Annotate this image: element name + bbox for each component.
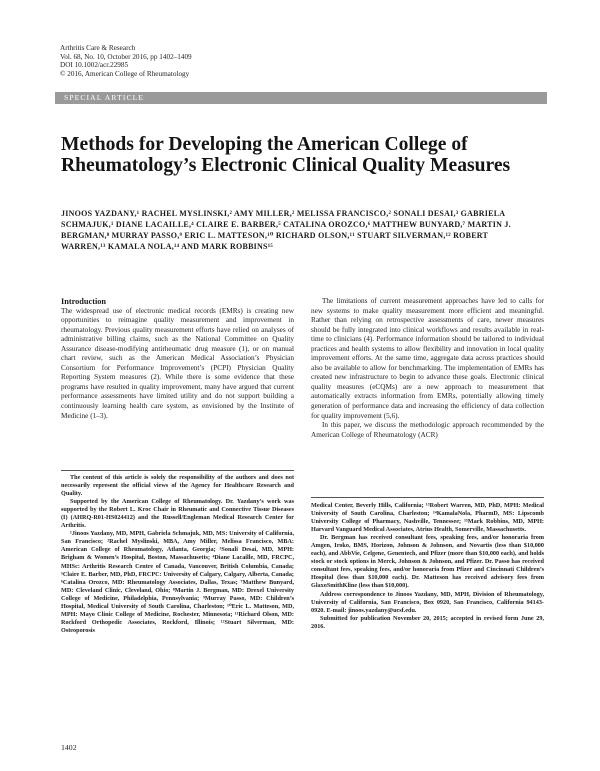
- article-title: Methods for Developing the American College of Rheumatology’s Electronic Clinical Quality Measures: [61, 134, 511, 176]
- journal-doi: DOI 10.1002/acr.22985: [60, 61, 129, 70]
- footnote-submission-dates: Submitted for publication November 20, 2015; accepted in revised form June 29, 2016.: [311, 614, 544, 630]
- footnote-affiliations-cont: Medical Center, Beverly Hills, California; ¹³Robert Warren, MD, PhD, MPH: Medical University of South Carolina, Charleston; ¹⁴KamalaNola, PharmD, MS: Lipscomb University College of Pharmacy, Nashville, Tennessee; ¹⁵Mark Robbins, MD, MPH: Harvard Vanguard Medical Associates, Atrius Health, Somerville, Massachusetts.: [311, 502, 544, 534]
- footnote-affiliations: ¹Jinoos Yazdany, MD, MPH, Gabriela Schmajuk, MD, MS: University of California, San Francisco; ²Rachel Myslinski, MBA, Amy Miller, Melissa Francisco, MBA: American College of Rheumatology, Atlanta, Georgia; ³Sonali Desai, MD, MPH: Brigham & Women’s Hospital, Boston, Massachusetts; ⁴Diane Lacaille, MD, FRCPC, MHSc: Arthritis Research Centre of Canada, Vancouver, British Columbia, Canada; ⁵Claire E. Barber, MD, PhD, FRCPC: University of Calgary, Calgary, Alberta, Canada; ⁶Catalina Orozco, MD: Rheumatology Associates, Dallas, Texas; ⁷Matthew Bunyard, MD: Cleveland Clinic, Cleveland, Ohio; ⁸Martin J. Bergman, MD: Drexel University College of Medicine, Philadelphia, Pennsylvania; ⁹Murray Passo, MD: Children’s Hospital, Medical University of South Carolina, Charleston; ¹⁰Eric L. Matteson, MD, MPH: Mayo Clinic College of Medicine, Rochester, Minnesota; ¹¹Richard Olson, MD: Rockford Orthopedic Associates, Rockford, Illinois; ¹²Stuart Silverman, MD: Osteoporosis: [61, 530, 294, 634]
- footnote-disclaimer: The content of this article is solely the responsibility of the authors and does not necessarily represent the official views of the Agency for Healthcare Research and Quality.: [61, 474, 294, 498]
- footnote-correspondence: Address correspondence to Jinoos Yazdany, MD, MPH, Division of Rheumatology, University of California, San Francisco, Box 0920, San Francisco, California 94143-0920. E-mail: jinoos.yazdany@ucsf.edu.: [311, 590, 544, 614]
- section-label: SPECIAL ARTICLE: [64, 93, 145, 102]
- journal-volume: Vol. 68, No. 10, October 2016, pp 1402–1409: [60, 52, 192, 61]
- intro-paragraph: The widespread use of electronic medical records (EMRs) is creating new opportunities to reimagine quality measurement and improvement in rheumatology. Previous quality measurement efforts have relied on analyses of administrative billing claims, such as the National Committee on Quality Assurance disease-modifying antirheumatic drug measure (1), or on manual chart review, such as the American Medical Association’s Physician Consortium for Performance Improvement’s (PCPI) Physician Quality Reporting System measures (2). While there is some evidence that these programs have resulted in quality improvement, many have argued that current performance assessments have limited utility and do not support building a continuously learning health care system, as envisioned by the Institute of Medicine (1–3).: [61, 306, 294, 420]
- footnotes-left: [61, 474, 294, 635]
- footnote-disclosures: Dr. Bergman has received consultant fees, speaking fees, and/or honoraria from Amgen, Iroko, BMS, Horizon, Johnson & Johnson, and Novartis (less than $10,000 each), and AbbVie, Celgene, Genentech, and Pfizer (more than $10,000 each), and holds stock or stock options in Merck, Johnson & Johnson, and Pfizer. Dr. Passo has received consultant fees, speaking fees, and/or honoraria from Pfizer and Cincinnati Children’s Hospital (less than $10,000 each). Dr. Matteson has received advisory fees from GlaxoSmithKline (less than $10,000).: [311, 534, 544, 590]
- footnotes-right: [311, 502, 544, 631]
- intro-heading: Introduction: [61, 297, 107, 306]
- journal-name: Arthritis Care & Research: [60, 44, 136, 52]
- footnote-divider-right: [311, 497, 544, 498]
- left-column-body: [61, 297, 294, 421]
- section-banner: [55, 92, 547, 104]
- footnote-support: Supported by the American College of Rheumatology. Dr. Yazdany’s work was supported by the Robert L. Kroc Chair in Rheumatic and Connective Tissue Diseases (I) (AHRQ-R01-HS024412) and the Russell/Engleman Medical Research Center for Arthritis.: [61, 498, 294, 530]
- footnote-divider-left: [61, 470, 294, 471]
- author-list: JINOOS YAZDANY,¹ RACHEL MYSLINSKI,² AMY MILLER,² MELISSA FRANCISCO,² SONALI DESAI,³ GABRIELA SCHMAJUK,¹ DIANE LACAILLE,⁴ CLAIRE E. BARBER,⁵ CATALINA OROZCO,⁶ MATTHEW BUNYARD,⁷ MARTIN J. BERGMAN,⁸ MURRAY PASSO,⁹ ERIC L. MATTESON,¹⁰ RICHARD OLSON,¹¹ STUART SILVERMAN,¹² ROBERT WARREN,¹³ KAMALA NOLA,¹⁴ AND MARK ROBBINS¹⁵: [61, 209, 511, 252]
- page-number: 1402: [61, 743, 77, 752]
- journal-copyright: © 2016, American College of Rheumatology: [60, 69, 190, 78]
- body-paragraph-1: The limitations of current measurement approaches have led to calls for new systems to make quality measurement more efficient and meaningful. Rather than relying on retrospective assessments of care, newer measures should be fully integrated into clinical workflows and results available in real-time to clinicians (4). Performance information should be tailored to individual practices and health systems to allow flexibility and innovation in local quality improvement efforts. At the same time, aggregate data across practices should also be available to allow for benchmarking. The implementation of EMRs has created new infrastructure to begin to advance these goals. Electronic clinical quality measures (eCQMs) are a new approach to measurement that automatically extracts information from EMRs, potentially allowing timely generation of performance data and increasing the efficiency of data collection for quality improvement (5,6).: [311, 297, 544, 420]
- body-paragraph-2: In this paper, we discuss the methodologic approach recommended by the American College of Rheumatology (ACR): [311, 421, 544, 439]
- right-column-body: [311, 297, 544, 440]
- journal-info: [60, 44, 192, 78]
